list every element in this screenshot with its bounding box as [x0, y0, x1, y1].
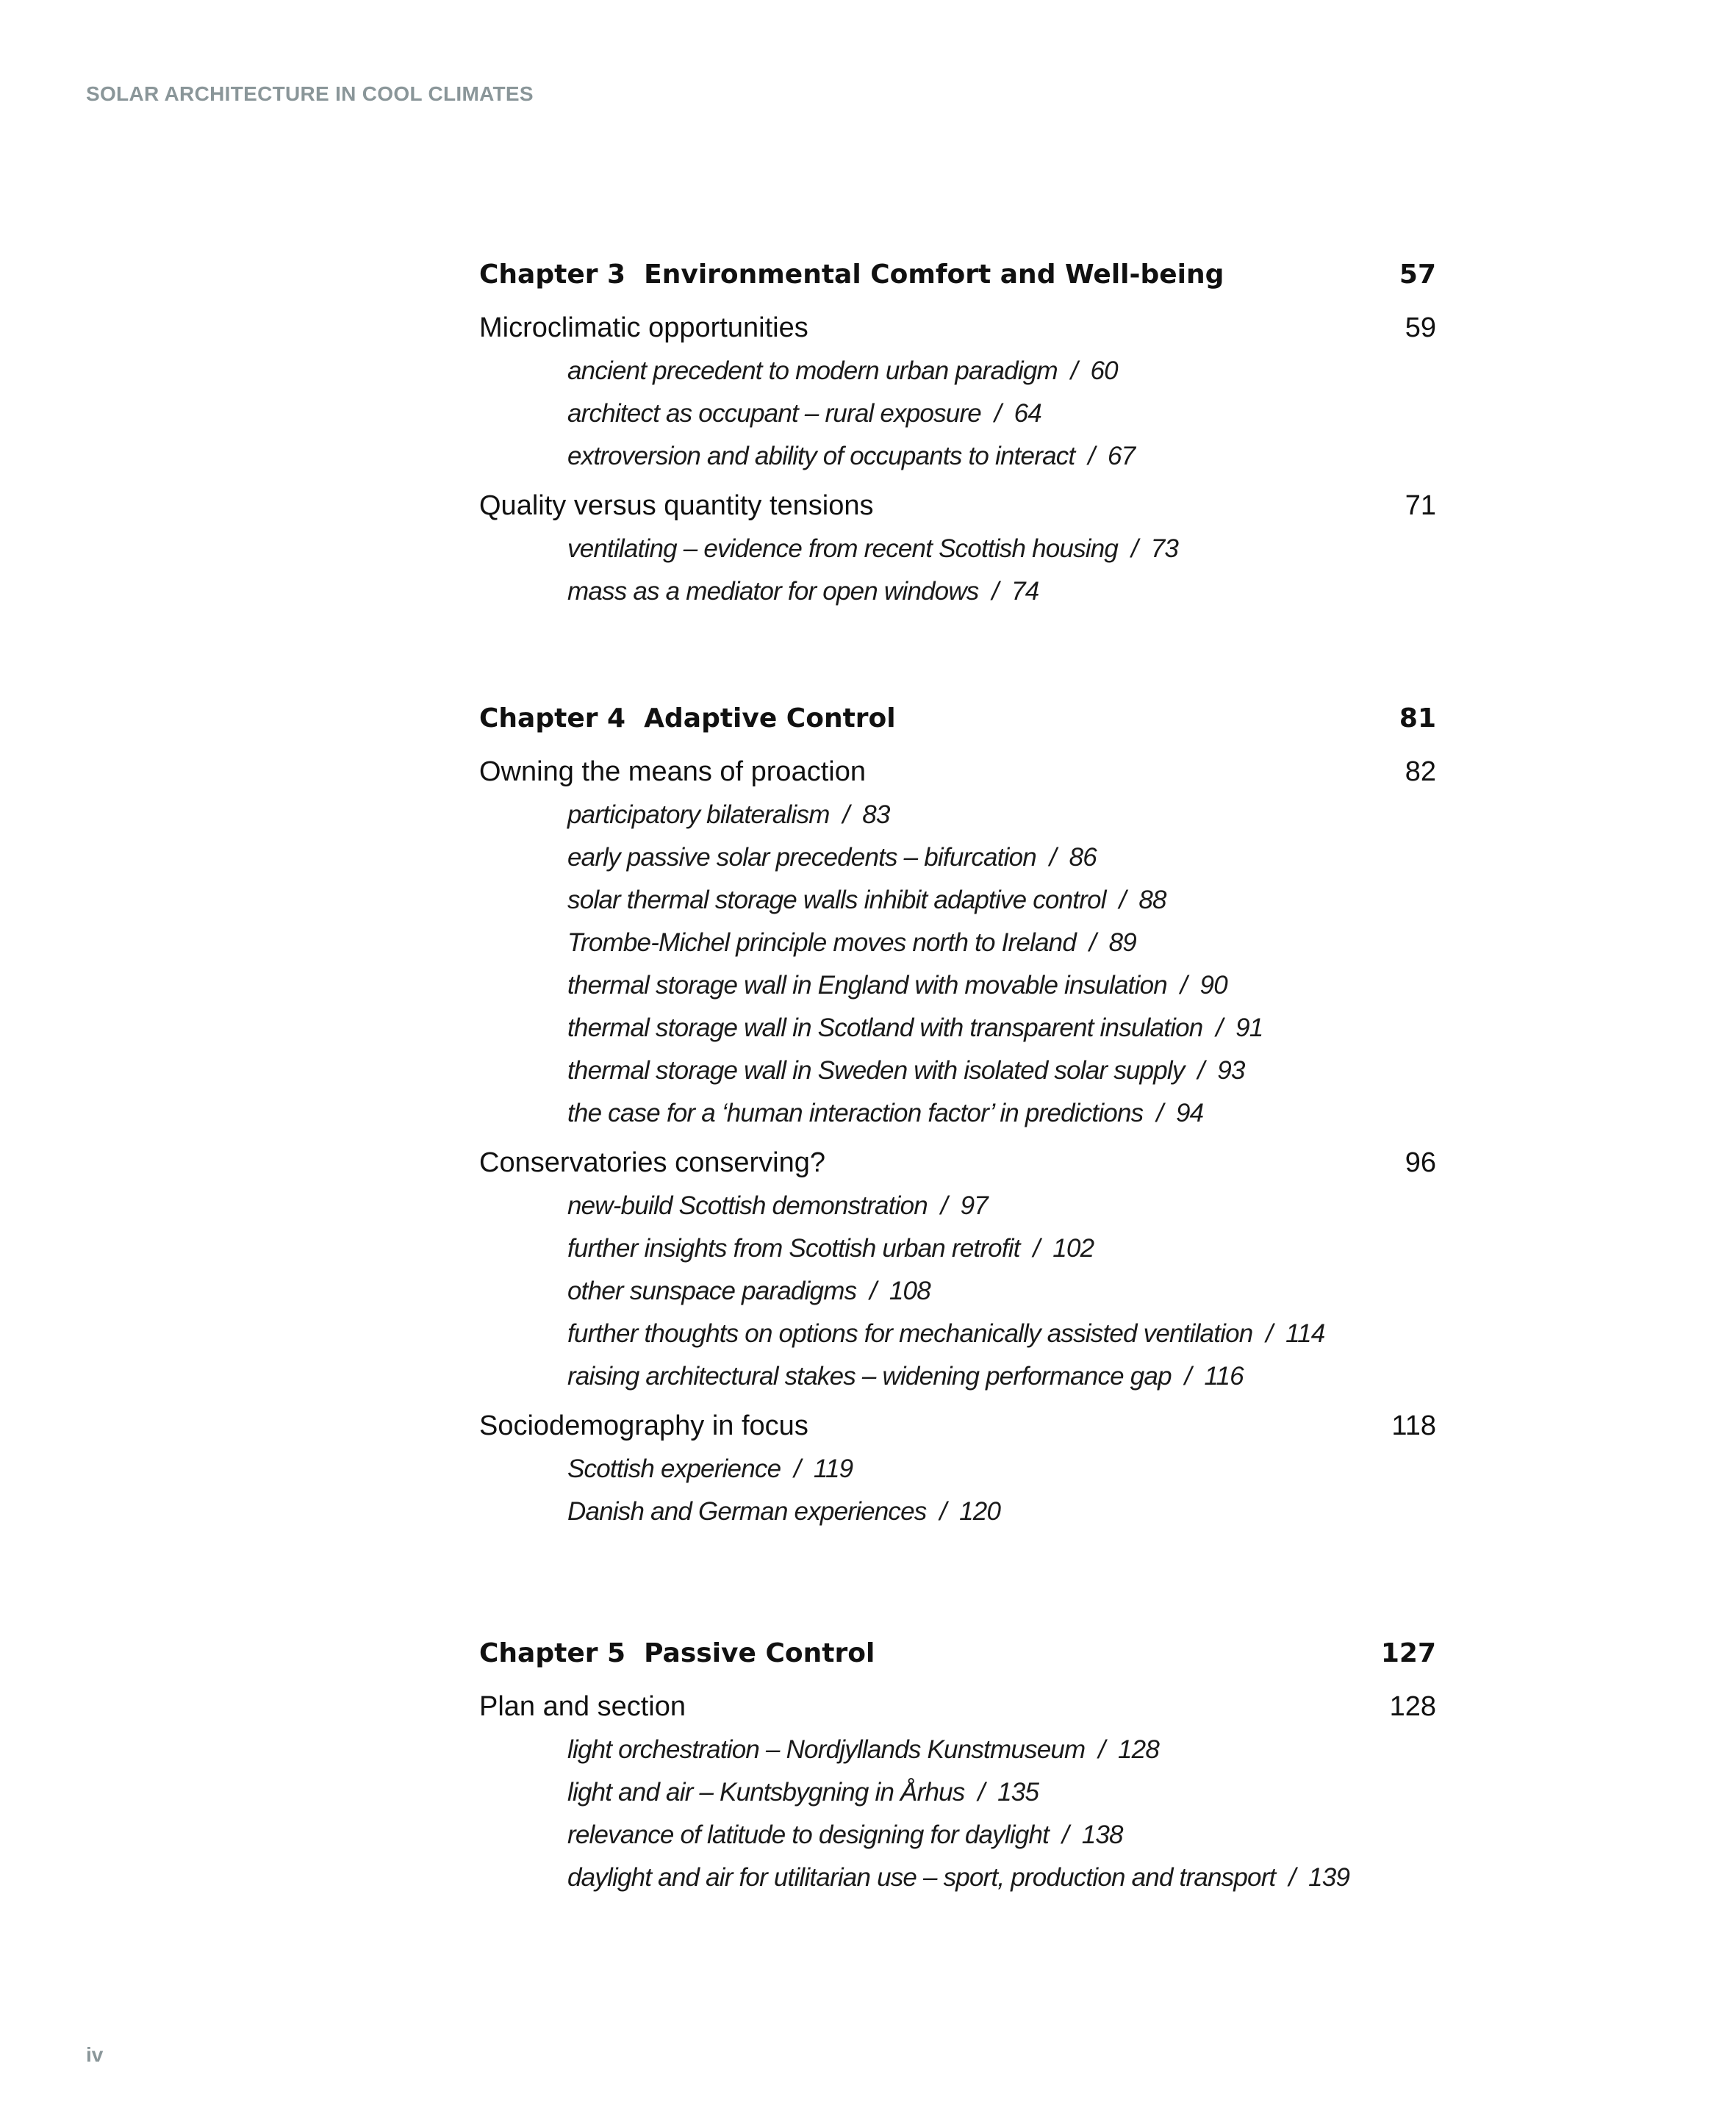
section-heading: [479, 750, 1436, 794]
subsection-entry: early passive solar precedents – bifurcation / 86: [567, 843, 1097, 872]
subsection-page: 138: [1081, 1821, 1123, 1849]
section-page: 71: [1405, 490, 1436, 521]
subsection-page: 128: [1118, 1735, 1160, 1764]
section-page: 118: [1391, 1410, 1436, 1441]
subsection-text: thermal storage wall in England with movable insulation: [567, 971, 1167, 1000]
subsection-text: architect as occupant – rural exposure: [567, 399, 981, 428]
chapter-title: Chapter 3 Environmental Comfort and Well-being: [479, 259, 1224, 290]
subsection-page: 119: [813, 1455, 853, 1483]
subsection-entry: participatory bilateralism / 83: [567, 800, 890, 829]
subsection-entry: Danish and German experiences / 120: [567, 1497, 1001, 1526]
section-heading: [479, 484, 1436, 528]
subsection-page: 64: [1014, 399, 1041, 428]
subsection-text: further insights from Scottish urban retrofit: [567, 1234, 1020, 1263]
subsection-page: 93: [1217, 1056, 1245, 1085]
section-title: Quality versus quantity tensions: [479, 490, 874, 521]
subsection-page: 90: [1199, 971, 1227, 1000]
subsection-entry: solar thermal storage walls inhibit adaptive control / 88: [567, 886, 1166, 914]
subsection-text: the case for a ‘human interaction factor’ in predictions: [567, 1099, 1144, 1127]
subsection-page: 73: [1150, 534, 1179, 563]
subsection-page: 88: [1138, 886, 1166, 914]
section-heading: [479, 1685, 1436, 1729]
subsection-entry: further insights from Scottish urban retrofit / 102: [567, 1234, 1094, 1263]
subsection-text: relevance of latitude to designing for daylight: [567, 1821, 1050, 1849]
subsection-text: solar thermal storage walls inhibit adaptive control: [567, 886, 1106, 914]
section-heading: [479, 1141, 1436, 1185]
subsection-text: thermal storage wall in Scotland with transparent insulation: [567, 1014, 1203, 1042]
subsection-entry: mass as a mediator for open windows / 74: [567, 577, 1039, 606]
chapter-heading: [479, 250, 1436, 300]
subsection-text: light orchestration – Nordjyllands Kunstmuseum: [567, 1735, 1086, 1764]
subsection-text: other sunspace paradigms: [567, 1277, 857, 1305]
subsection-entry: further thoughts on options for mechanically assisted ventilation / 114: [567, 1319, 1325, 1348]
subsection-text: extroversion and ability of occupants to interact: [567, 442, 1075, 470]
subsection-entry: thermal storage wall in England with movable insulation / 90: [567, 971, 1227, 1000]
subsection-entry: relevance of latitude to designing for daylight / 138: [567, 1821, 1123, 1849]
subsection-page: 114: [1285, 1319, 1325, 1348]
chapter-page: 81: [1399, 703, 1436, 733]
section-heading: [479, 306, 1436, 350]
subsection-entry: thermal storage wall in Scotland with transparent insulation / 91: [567, 1014, 1263, 1042]
chapter-heading: [479, 694, 1436, 744]
subsection-page: 67: [1108, 442, 1136, 470]
subsection-page: 94: [1175, 1099, 1204, 1127]
subsection-text: further thoughts on options for mechanically assisted ventilation: [567, 1319, 1253, 1348]
subsection-page: 139: [1308, 1863, 1350, 1892]
section-page: 59: [1405, 312, 1436, 343]
section-title: Sociodemography in focus: [479, 1410, 808, 1441]
section-title: Conservatories conserving?: [479, 1147, 826, 1178]
subsection-page: 91: [1235, 1014, 1263, 1042]
subsection-entry: ancient precedent to modern urban paradigm / 60: [567, 356, 1118, 385]
chapter-page: 127: [1380, 1638, 1436, 1668]
chapter-title: Chapter 4 Adaptive Control: [479, 703, 896, 733]
subsection-text: thermal storage wall in Sweden with isolated solar supply: [567, 1056, 1185, 1085]
subsection-text: light and air – Kuntsbygning in Århus: [567, 1778, 965, 1807]
section-title: Owning the means of proaction: [479, 756, 866, 787]
section-heading: [479, 1404, 1436, 1448]
subsection-page: 74: [1011, 577, 1039, 606]
section-page: 82: [1405, 756, 1436, 787]
subsection-entry: ventilating – evidence from recent Scottish housing / 73: [567, 534, 1179, 563]
subsection-page: 108: [889, 1277, 930, 1305]
section-title: Plan and section: [479, 1691, 686, 1722]
subsection-page: 116: [1204, 1362, 1244, 1391]
subsection-entry: new-build Scottish demonstration / 97: [567, 1191, 988, 1220]
subsection-entry: other sunspace paradigms / 108: [567, 1277, 930, 1305]
subsection-text: daylight and air for utilitarian use – sport, production and transport: [567, 1863, 1276, 1892]
chapter-3: [479, 250, 1436, 613]
subsection-entry: daylight and air for utilitarian use – sport, production and transport / 139: [567, 1863, 1350, 1892]
subsection-entry: extroversion and ability of occupants to interact / 67: [567, 442, 1136, 470]
subsection-page: 135: [997, 1778, 1039, 1807]
subsection-page: 102: [1052, 1234, 1094, 1263]
section-page: 128: [1389, 1691, 1436, 1722]
subsection-text: raising architectural stakes – widening performance gap: [567, 1362, 1172, 1391]
subsection-text: Trombe-Michel principle moves north to Ireland: [567, 928, 1077, 957]
subsection-page: 97: [960, 1191, 988, 1220]
subsection-entry: architect as occupant – rural exposure / 64: [567, 399, 1041, 428]
subsection-entry: light and air – Kuntsbygning in Århus / 135: [567, 1778, 1039, 1807]
subsection-entry: raising architectural stakes – widening performance gap / 116: [567, 1362, 1244, 1391]
chapter-5: [479, 1629, 1436, 1899]
subsection-entry: Scottish experience / 119: [567, 1455, 853, 1483]
page-number: iv: [86, 2043, 104, 2066]
subsection-text: ventilating – evidence from recent Scottish housing: [567, 534, 1119, 563]
subsection-page: 89: [1108, 928, 1136, 957]
chapter-heading: [479, 1629, 1436, 1679]
section-title: Microclimatic opportunities: [479, 312, 808, 343]
subsection-page: 83: [862, 800, 890, 829]
chapter-4: [479, 694, 1436, 1533]
subsection-page: 120: [959, 1497, 1001, 1526]
subsection-entry: thermal storage wall in Sweden with isolated solar supply / 93: [567, 1056, 1245, 1085]
subsection-text: new-build Scottish demonstration: [567, 1191, 928, 1220]
table-of-contents: [479, 250, 1436, 1899]
subsection-page: 60: [1090, 356, 1118, 385]
subsection-text: early passive solar precedents – bifurcation: [567, 843, 1036, 872]
subsection-entry: Trombe-Michel principle moves north to Ireland / 89: [567, 928, 1136, 957]
subsection-text: mass as a mediator for open windows: [567, 577, 979, 606]
section-page: 96: [1405, 1147, 1436, 1178]
subsection-text: participatory bilateralism: [567, 800, 830, 829]
subsection-page: 86: [1069, 843, 1097, 872]
chapter-title: Chapter 5 Passive Control: [479, 1638, 875, 1668]
subsection-entry: light orchestration – Nordjyllands Kunstmuseum / 128: [567, 1735, 1160, 1764]
subsection-text: Scottish experience: [567, 1455, 781, 1483]
chapter-page: 57: [1399, 259, 1436, 290]
subsection-text: Danish and German experiences: [567, 1497, 927, 1526]
running-head: SOLAR ARCHITECTURE IN COOL CLIMATES: [86, 82, 534, 105]
subsection-entry: the case for a ‘human interaction factor’ in predictions / 94: [567, 1099, 1204, 1127]
subsection-text: ancient precedent to modern urban paradigm: [567, 356, 1058, 385]
